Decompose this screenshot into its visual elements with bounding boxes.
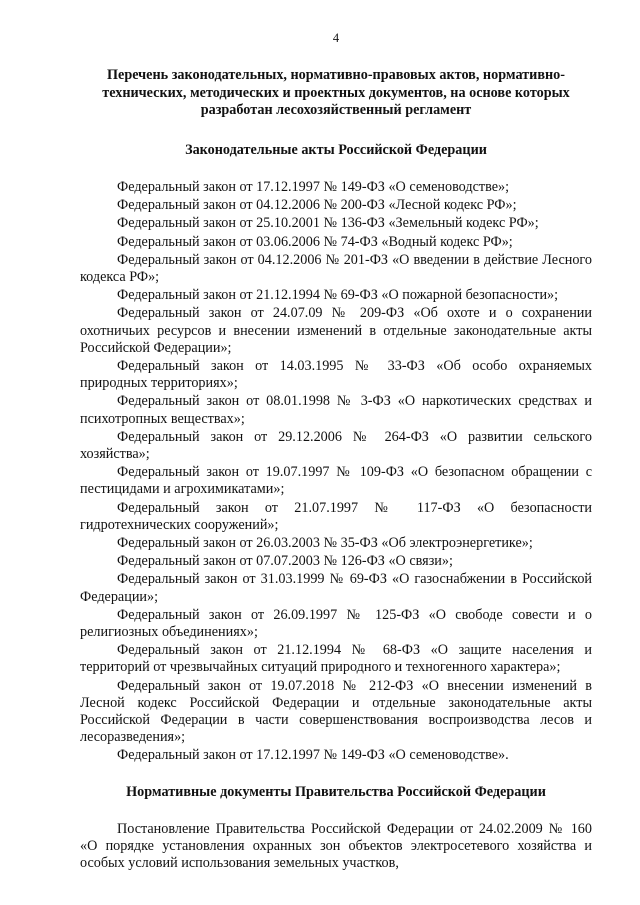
list-item: Федеральный закон от 21.12.1994 № 69-ФЗ «О пожарной безопасности»; [117,287,559,304]
list-item: Федеральный закон от 08.01.1998 № 3-ФЗ «О наркотических средствах и психотропных веществах»; [80,393,592,427]
list-item: Федеральный закон от 03.06.2006 № 74-ФЗ «Водный кодекс РФ»; [117,233,513,250]
section-heading-legislative-acts: Законодательные акты Российской Федерации [185,141,487,158]
list-item: Федеральный закон от 17.12.1997 № 149-ФЗ «О семеноводстве»; [117,178,510,195]
list-item: Федеральный закон от 24.07.09 № 209-ФЗ «Об охоте и о сохранении охотничьих ресурсов и внесении изменений в отдельные законодательные акты Российской Федерации»; [80,305,592,356]
list-item: Федеральный закон от 17.12.1997 № 149-ФЗ «О семеноводстве». [117,747,509,764]
government-documents-list [80,821,592,873]
list-item: Федеральный закон от 04.12.2006 № 200-ФЗ «Лесной кодекс РФ»; [117,197,517,214]
legislative-acts-list [80,179,592,765]
list-item: Федеральный закон от 21.12.1994 № 68-ФЗ «О защите населения и территорий от чрезвычайных ситуаций природного и техногенного характера»; [80,642,592,676]
list-item: Федеральный закон от 26.09.1997 № 125-ФЗ «О свободе совести и о религиозных объединениях»; [80,606,592,640]
section-heading-government-documents: Нормативные документы Правительства Российской Федерации [126,783,546,800]
list-item: Федеральный закон от 19.07.2018 № 212-ФЗ «О внесении изменений в Лесной кодекс Российской Федерации и отдельные законодательные акты Российской Федерации в части совершенствования воспроизводства лесов и лесоразведения»; [80,677,592,746]
list-item: Федеральный закон от 25.10.2001 № 136-ФЗ «Земельный кодекс РФ»; [117,215,539,232]
list-item: Федеральный закон от 07.07.2003 № 126-ФЗ «О связи»; [117,553,453,570]
list-item: Федеральный закон от 19.07.1997 № 109-ФЗ «О безопасном обращении с пестицидами и агрохимикатами»; [80,464,592,498]
document-title: Перечень законодательных, нормативно-правовых актов, нормативно-технических, методических и проектных документов, на основе которых разработан лесохозяйственный регламент [102,67,570,119]
list-item: Федеральный закон от 26.03.2003 № 35-ФЗ «Об электроэнергетике»; [117,534,533,551]
list-item: Федеральный закон от 04.12.2006 № 201-ФЗ «О введении в действие Лесного кодекса РФ»; [80,251,592,285]
list-item: Федеральный закон от 21.07.1997 № 117-ФЗ «О безопасности гидротехнических сооружений»; [80,499,592,533]
page-number: 4 [332,31,340,45]
section-spacer [80,766,592,784]
list-item: Постановление Правительства Российской Федерации от 24.02.2009 № 160 «О порядке установления охранных зон объектов электросетевого хозяйства и особых условий использования земельных участков, [80,820,592,872]
list-item: Федеральный закон от 14.03.1995 № 33-ФЗ «Об особо охраняемых природных территориях»; [80,357,592,392]
list-item: Федеральный закон от 31.03.1999 № 69-ФЗ «О газоснабжении в Российской Федерации»; [80,571,592,605]
list-item: Федеральный закон от 29.12.2006 № 264-ФЗ «О развитии сельского хозяйства»; [80,428,592,462]
